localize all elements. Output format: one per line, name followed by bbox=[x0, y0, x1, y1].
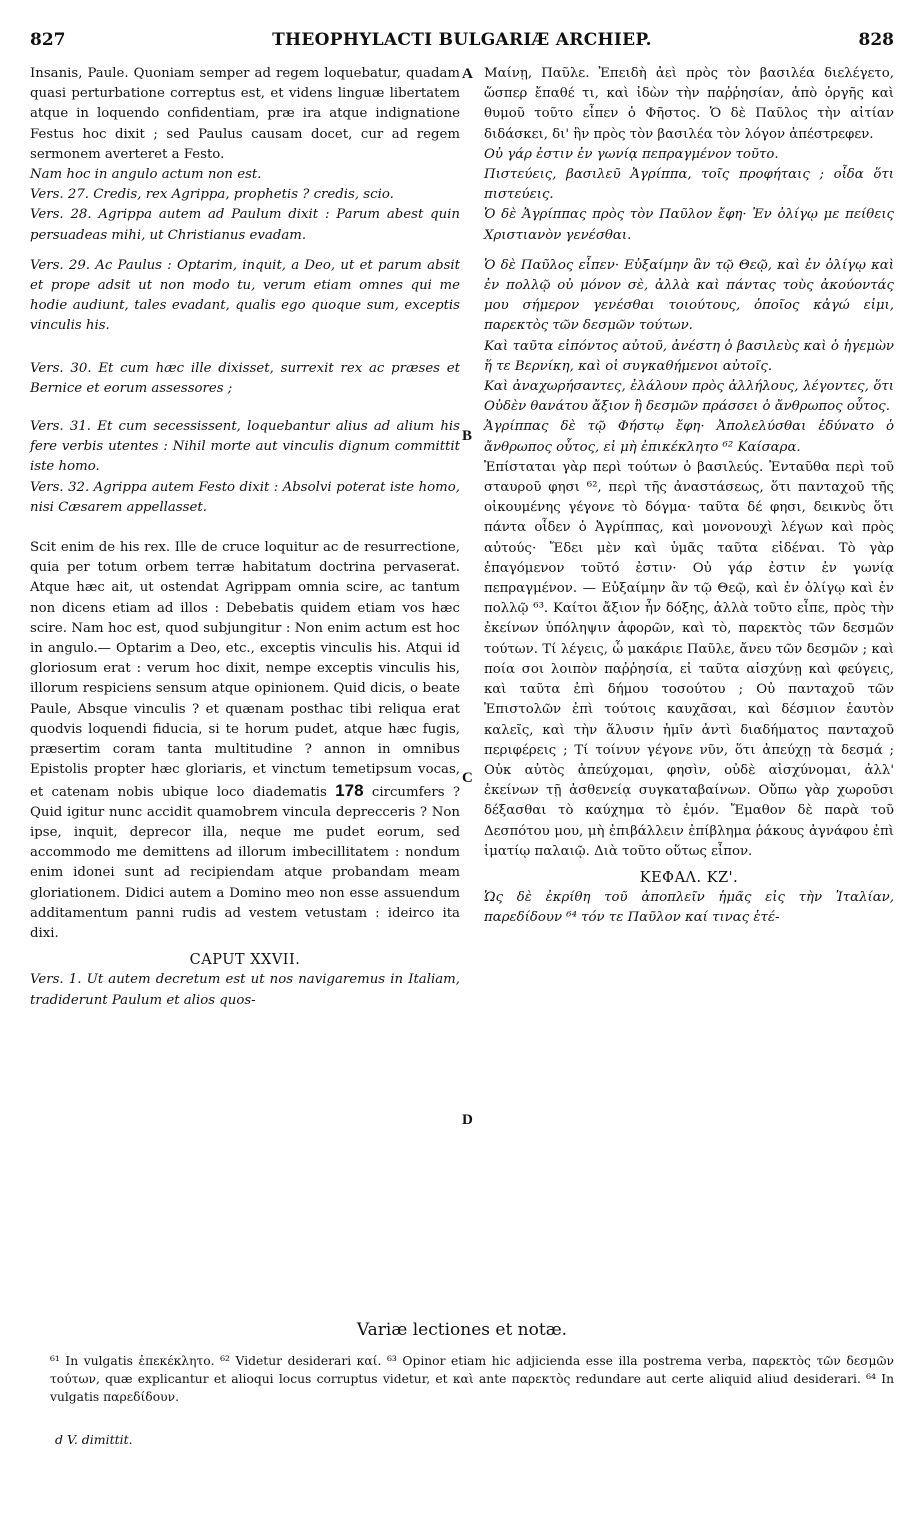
footer-note: d V. dimittit. bbox=[55, 1432, 133, 1447]
variant-notes-text: ⁶¹ In vulgatis ἐπεκέκλητο. ⁶² Videtur desiderari καί. ⁶³ Opinor etiam hic adjicienda esse illa postrema verba, παρεκτὸς τῶν δεσμῶν τούτων, quæ explicantur et alioqui locus corruptus videtur, et καὶ ante παρεκτὸς redundare aut certe aliquid aliud desiderari. ⁶⁴ In vulgatis παρεδίδουν. bbox=[50, 1354, 894, 1404]
latin-verse-27: Vers. 27. Credis, rex Agrippa, prophetis ? credis, scio. bbox=[30, 187, 394, 203]
greek-commentary: Ἐπίσταται γὰρ περὶ τούτων ὁ βασιλεύς. Ἐνταῦθα περὶ τοῦ σταυροῦ φησι ⁶², περὶ τῆς ἀναστάσεως, ὅτι πανταχοῦ τῆς οἰκουμένης γέγονε τὸ δόγμα· ταῦτα δέ φησι, δεικνὺς ὅτι πάντα οἶδεν ὁ Ἀγρίππας, καὶ μονονουχὶ λέγων καὶ πρὸς αὐτούς· Ἔδει μὲν καὶ ὑμᾶς ταῦτα εἰδέναι. Τὸ γὰρ ἐπαγόμενον τοῦτό ἐστιν· Οὐ γάρ ἐστιν ἐν γωνίᾳ πεπραγμένον. — Εὐξαίμην ἂν τῷ Θεῷ, καὶ ἐν ὀλίγῳ καὶ ἐν πολλῷ ⁶³. Καίτοι ἄξιον ἦν δόξης, ἀλλὰ τοῦτο εἶπε, πρὸς τὴν ἐκείνων ὑπόληψιν ἀφορῶν, καὶ τὸ, παρεκτὸς τῶν δεσμῶν τούτων. Τί λέγεις, ὦ μακάριε Παῦλε, ἄνευ τῶν δεσμῶν ; καὶ ποία σοι λοιπὸν παῤῥησία, εἰ ταῦτα αἰσχύνῃ καὶ φεύγεις, καὶ ταῦτα ἐπὶ δήμου τοσούτου ; Οὐ πανταχοῦ τῶν Ἐπιστολῶν ἐπὶ τούτοις καυχᾶσαι, καὶ δέσμιον ἑαυτὸν καλεῖς, καὶ τὴν ἅλυσιν ἡμῖν ἀντὶ διαδήματος πανταχοῦ περιφέρεις ; Τί τοίνυν γέγονε νῦν, ὅτι ἀπεύχῃ τὰ δεσμά ; Οὐκ αὐτὸς ἀπεύχομαι, φησὶν, οὐδὲ αἰσχύνομαι, ἀλλ' ἐκείνων τῇ ἀσθενείᾳ συγκαταβαίνων. Οὔπω γὰρ χωροῦσι δέξασθαι τὸ καύχημα τὸ ἐμόν. Ἔμαθον δὲ παρὰ τοῦ Δεσπότου μου, μὴ ἐπιβάλλειν ἐπίβλημα ῥάκους ἀγνάφου ἐπὶ ἱματίῳ παλαιῷ. Διὰ τοῦτο οὕτως εἶπον. bbox=[484, 459, 894, 859]
margin-letter-c: C bbox=[462, 770, 473, 786]
latin-verse-29: Vers. 29. Ac Paulus : Optarim, inquit, a Deo, ut et parum absit et prope adsit ut non modo tu, verum etiam omnes qui me hodie audiunt, tales evadant, qualis ego quoque sum, exceptis vinculis his. bbox=[30, 257, 460, 334]
greek-chapter-heading: ΚΕΦΑΛ. ΚΖ'. bbox=[639, 869, 739, 886]
left-page-number: 827 bbox=[30, 30, 66, 50]
latin-paragraph: Insanis, Paule. Quoniam semper ad regem loquebatur, quadam quasi perturbatione correptus est, et videns linguæ libertatem atque in loquendo confidentiam, præ ira atque indignatione Festus hoc dixit ; sed Paulus causam docet, cur ad regem sermonem averteret a Festo. bbox=[30, 66, 460, 162]
column-number: 178 bbox=[335, 780, 364, 800]
variant-notes bbox=[50, 1352, 894, 1406]
latin-chapter-heading: CAPUT XXVII. bbox=[189, 952, 301, 969]
latin-verse-28: Vers. 28. Agrippa autem ad Paulum dixit : Parum abest quin persuadeas mihi, ut Christianus evadam. bbox=[30, 207, 460, 243]
latin-verse-30: Vers. 30. Et cum hæc ille dixisset, surrexit rex ac præses et Bernice et eorum assessores ; bbox=[30, 360, 460, 396]
greek-paragraph: Οὐ γάρ ἐστιν ἐν γωνίᾳ πεπραγμένον τοῦτο. bbox=[484, 146, 779, 162]
greek-verse-27: Πιστεύεις, βασιλεῦ Ἀγρίππα, τοῖς προφήταις ; οἶδα ὅτι πιστεύεις. bbox=[484, 167, 894, 203]
greek-verse-32: Ἀγρίππας δὲ τῷ Φήστῳ ἔφη· Ἀπολελύσθαι ἐδύνατο ὁ ἄνθρωπος οὗτος, εἰ μὴ ἐπικέκλητο ⁶² Καίσαρα. bbox=[484, 419, 894, 455]
latin-paragraph: Nam hoc in angulo actum non est. bbox=[30, 167, 262, 183]
latin-column bbox=[30, 64, 460, 1011]
latin-verse-32: Vers. 32. Agrippa autem Festo dixit : Absolvi poterat iste homo, nisi Cæsarem appellasset. bbox=[30, 479, 460, 515]
notes-title: Variæ lectiones et notæ. bbox=[356, 1320, 568, 1340]
margin-letter-d: D bbox=[462, 1112, 473, 1128]
latin-verse-31: Vers. 31. Et cum secessissent, loquebantur alius ad alium his fere verbis utentes : Nihil morte aut vinculis dignum committit iste homo. bbox=[30, 419, 460, 475]
greek-verse-30: Καὶ ταῦτα εἰπόντος αὐτοῦ, ἀνέστη ὁ βασιλεὺς καὶ ὁ ἡγεμὼν ἥ τε Βερνίκη, καὶ οἱ συγκαθήμενοι αὐτοῖς. bbox=[484, 338, 894, 374]
greek-column bbox=[484, 64, 894, 929]
running-title: THEOPHYLACTI BULGARIÆ ARCHIEP. bbox=[272, 30, 652, 50]
latin-commentary-part-a: Scit enim de his rex. Ille de cruce loquitur ac de resurrectione, quia per totum orbem terræ habitatum doctrina pervaserat. Atque hæc ait, ut ostendat Agrippam omnia scire, ac tantum non dicens etiam ad illos : Debebatis quidem etiam vos hæc scire. Nam hoc est, quod subjungitur : Non enim actum est hoc in angulo.— Optarim a Deo, etc., exceptis vinculis his. Atqui id gloriosum erat : verum hoc dixit, nempe exceptis vinculis his, illorum respiciens sensum atque opinionem. Quid dicis, o beate Paule, Absque vinculis ? et quænam posthac tibi reliqua erat quodvis loquendi fiducia, si te horum pudet, atque hæc fugis, præsertim coram tanta multitudine ? annon in omnibus Epistolis propter hæc gloriaris, et vinctum temetipsum vocas, et catenam nobis ubique loco diadematis bbox=[30, 540, 460, 800]
latin-commentary bbox=[30, 538, 460, 944]
greek-paragraph: Μαίνῃ, Παῦλε. Ἐπειδὴ ἀεὶ πρὸς τὸν βασιλέα διελέγετο, ὥσπερ ἔπαθέ τι, καὶ ἰδὼν τὴν παῤῥησίαν, ἀπὸ ὀργῆς καὶ θυμοῦ τοῦτο εἶπεν ὁ Φῆστος. Ὁ δὲ Παῦλος τὴν αἰτίαν διδάσκει, δι' ἣν πρὸς τὸν βασιλέα τὸν λόγον ἀπέστρεφεν. bbox=[484, 66, 894, 142]
greek-verse-1: Ὡς δὲ ἐκρίθη τοῦ ἀποπλεῖν ἡμᾶς εἰς τὴν Ἰταλίαν, παρεδίδουν ⁶⁴ τόν τε Παῦλον καί τινας ἑτέ- bbox=[484, 890, 894, 926]
greek-verse-29: Ὁ δὲ Παῦλος εἶπεν· Εὐξαίμην ἂν τῷ Θεῷ, καὶ ἐν ὀλίγῳ καὶ ἐν πολλῷ οὐ μόνον σὲ, ἀλλὰ καὶ πάντας τοὺς ἀκούοντάς μου σήμερον γενέσθαι τοιούτους, ὁποῖος κἀγώ εἰμι, παρεκτὸς τῶν δεσμῶν τούτων. bbox=[484, 257, 894, 334]
latin-commentary-part-b: circumfers ? Quid igitur nunc accidit quamobrem vincula deprecceris ? Non ipse, inquit, deprecor illa, neque me pudet eorum, sed accommodo me demittens ad illorum imbecillitatem : nondum enim idonei sunt ad recipiendam atque probandam meam gloriationem. Didici autem a Domino meo non esse assuendum additamentum panni rudis ad vestem vetustam : ideirco ita dixi. bbox=[30, 784, 461, 941]
latin-verse-1: Vers. 1. Ut autem decretum est ut nos navigaremus in Italiam, tradiderunt Paulum et alios quos- bbox=[30, 972, 460, 1008]
right-page-number: 828 bbox=[858, 30, 894, 50]
running-header bbox=[30, 30, 894, 60]
margin-letter-a: A bbox=[462, 66, 473, 82]
margin-letter-b: B bbox=[462, 428, 473, 444]
greek-verse-31: Καὶ ἀναχωρήσαντες, ἐλάλουν πρὸς ἀλλήλους, λέγοντες, ὅτι Οὐδὲν θανάτου ἄξιον ἢ δεσμῶν πράσσει ὁ ἄνθρωπος οὗτος. bbox=[484, 379, 894, 415]
greek-verse-28: Ὁ δὲ Ἀγρίππας πρὸς τὸν Παῦλον ἔφη· Ἐν ὀλίγῳ με πείθεις Χριστιανὸν γενέσθαι. bbox=[484, 207, 894, 243]
